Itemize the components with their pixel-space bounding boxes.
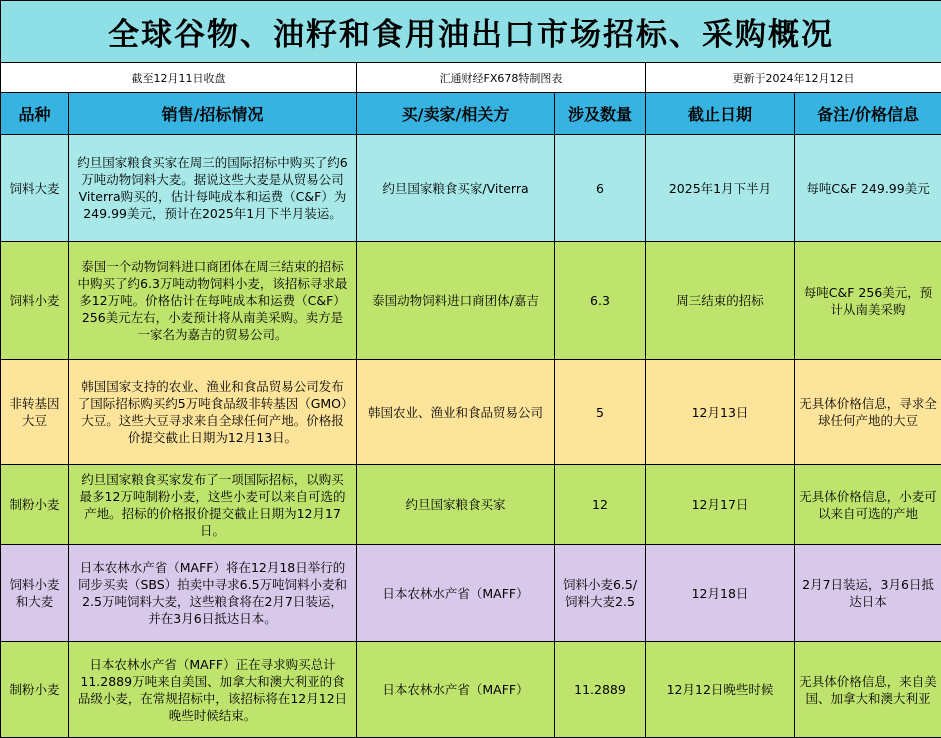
cell-variety: 制粉小麦 (1, 642, 69, 738)
cell-sales: 约旦国家粮食买家发布了一项国际招标，以购买最多12万吨制粉小麦，这些小麦可以来自可选的产地。招标的价格报价提交截止日期为12月17日。 (69, 465, 357, 545)
as-of-date: 截至12月11日收盘 (1, 63, 357, 93)
header-variety: 品种 (1, 93, 69, 135)
header-sales: 销售/招标情况 (69, 93, 357, 135)
cell-quantity: 5 (555, 360, 646, 465)
header-row (1, 93, 941, 135)
source-label: 汇通财经FX678特制图表 (357, 63, 646, 93)
cell-sales: 日本农林水产省（MAFF）正在寻求购买总计11.2889万吨来自美国、加拿大和澳大利亚的食品级小麦，在常规招标中，该招标将在12月12日晚些时候结束。 (69, 642, 357, 738)
updated-date: 更新于2024年12月12日 (646, 63, 941, 93)
header-parties: 买/卖家/相关方 (357, 93, 555, 135)
cell-variety: 非转基因大豆 (1, 360, 69, 465)
table-row (1, 545, 941, 642)
cell-quantity: 12 (555, 465, 646, 545)
cell-sales: 韩国国家支持的农业、渔业和食品贸易公司发布了国际招标购买约5万吨食品级非转基因（GMO）大豆。这些大豆寻求来自全球任何产地。价格报价提交截止日期为12月13日。 (69, 360, 357, 465)
cell-sales: 约旦国家粮食买家在周三的国际招标中购买了约6万吨动物饲料大麦。据说这些大麦是从贸易公司Viterra购买的，估计每吨成本和运费（C&F）为249.99美元，预计在2025年1月下半月装运。 (69, 135, 357, 242)
cell-quantity: 6.3 (555, 242, 646, 360)
cell-deadline: 2025年1月下半月 (646, 135, 795, 242)
cell-deadline: 12月13日 (646, 360, 795, 465)
cell-notes: 无具体价格信息，寻求全球任何产地的大豆 (795, 360, 941, 465)
cell-notes: 每吨C&F 249.99美元 (795, 135, 941, 242)
cell-deadline: 周三结束的招标 (646, 242, 795, 360)
table-row (1, 242, 941, 360)
cell-parties: 约旦国家粮食买家 (357, 465, 555, 545)
cell-quantity: 饲料小麦6.5/饲料大麦2.5 (555, 545, 646, 642)
cell-notes: 无具体价格信息，小麦可以来自可选的产地 (795, 465, 941, 545)
table-row (1, 465, 941, 545)
cell-parties: 日本农林水产省（MAFF） (357, 545, 555, 642)
cell-parties: 约旦国家粮食买家/Viterra (357, 135, 555, 242)
cell-quantity: 11.2889 (555, 642, 646, 738)
table-row (1, 360, 941, 465)
table-row (1, 642, 941, 738)
cell-notes: 2月7日装运，3月6日抵达日本 (795, 545, 941, 642)
cell-deadline: 12月17日 (646, 465, 795, 545)
cell-variety: 饲料小麦和大麦 (1, 545, 69, 642)
page-title: 全球谷物、油籽和食用油出口市场招标、采购概况 (1, 1, 941, 63)
cell-notes: 每吨C&F 256美元，预计从南美采购 (795, 242, 941, 360)
cell-notes: 无具体价格信息，来自美国、加拿大和澳大利亚 (795, 642, 941, 738)
cell-quantity: 6 (555, 135, 646, 242)
cell-variety: 饲料小麦 (1, 242, 69, 360)
header-notes: 备注/价格信息 (795, 93, 941, 135)
cell-sales: 泰国一个动物饲料进口商团体在周三结束的招标中购买了约6.3万吨动物饲料小麦，该招标寻求最多12万吨。价格估计在每吨成本和运费（C&F）256美元左右，小麦预计将从南美采购。卖方是一家名为嘉吉的贸易公司。 (69, 242, 357, 360)
cell-parties: 韩国农业、渔业和食品贸易公司 (357, 360, 555, 465)
cell-parties: 泰国动物饲料进口商团体/嘉吉 (357, 242, 555, 360)
cell-deadline: 12月18日 (646, 545, 795, 642)
cell-deadline: 12月12日晚些时候 (646, 642, 795, 738)
header-deadline: 截止日期 (646, 93, 795, 135)
cell-variety: 饲料大麦 (1, 135, 69, 242)
cell-variety: 制粉小麦 (1, 465, 69, 545)
cell-sales: 日本农林水产省（MAFF）将在12月18日举行的同步买卖（SBS）拍卖中寻求6.5万吨饲料小麦和2.5万吨饲料大麦，这些粮食将在2月7日装运，并在3月6日抵达日本。 (69, 545, 357, 642)
table-row (1, 135, 941, 242)
cell-parties: 日本农林水产省（MAFF） (357, 642, 555, 738)
header-quantity: 涉及数量 (555, 93, 646, 135)
